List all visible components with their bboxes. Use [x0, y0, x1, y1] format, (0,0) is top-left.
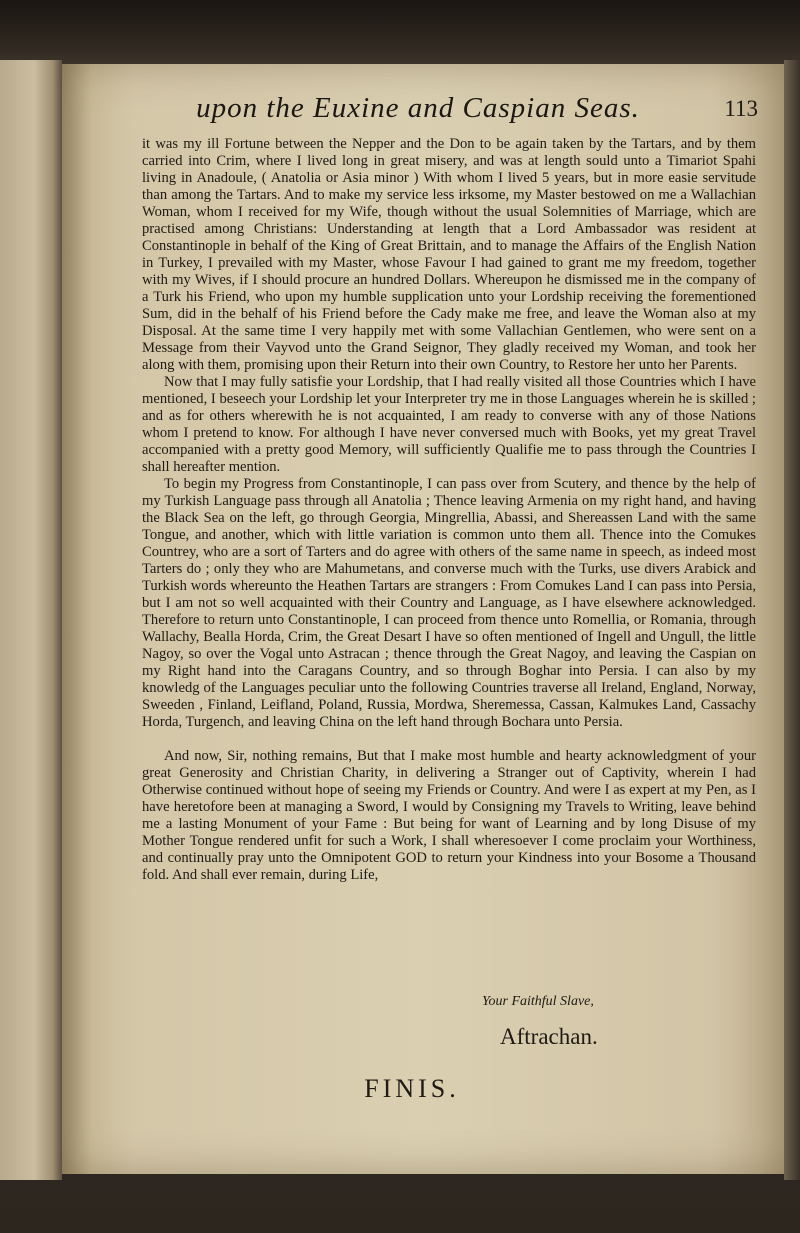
- closing-paragraph: And now, Sir, nothing remains, But that I make most humble and hearty acknowledgment of your great Generosity and Christian Charity, in delivering a Stranger out of Captivity, wherein I had Otherwise continued without hope of seeing my Friends or Country. And were I as expert at my Pen, as I have heretofore been at managing a Sword, I would by Consigning my Travels to Writing, leave behind me a lasting Monument of your Fame : But being for want of Learning and by long Disuse of my Mother Tongue rendered unfit for such a Work, I shall wheresoever I come proclaim your Worthiness, and continually pray unto the Omnipotent GOD to return your Kindness into your Bosome a Thousand fold. And shall ever remain, during Life,: [142, 748, 756, 883]
- body-text: [142, 136, 756, 884]
- facing-page-edge: [0, 60, 62, 1180]
- paragraph-2: Now that I may fully satisfie your Lordship, that I had really visited all those Countries which I have mentioned, I beseech your Lordship let your Interpreter try me in those Languages wherein he is skilled ; and as for others wherewith he is not acquainted, I am ready to converse with any of those Nations whom I pretend to know. For although I have never conversed much with Books, yet my great Travel accompanied with a pretty good Memory, will sufficiently Qualifie me to pass through the Countries I shall hereafter mention.: [142, 374, 756, 475]
- page-header: [158, 92, 758, 132]
- book-page: [62, 64, 784, 1174]
- signature: Aftrachan.: [500, 1024, 598, 1049]
- paragraph-3: To begin my Progress from Constantinople, I can pass over from Scutery, and thence by the help of my Turkish Language pass through all Anatolia ; Thence leaving Armenia on my right hand, and having the Black Sea on the left, go through Georgia, Mingrellia, Abassi, and Shereassen Land with the same Tongue, and another, which with little variation is common unto them all. Thence into the Comukes Countrey, who are a sort of Tarters and do agree with others of the same name in speech, as indeed most Tarters do ; only they who are Mahumetans, and converse much with the Turks, use divers Arabick and Turkish words whereunto the Heathen Tartars are strangers : From Comukes Land I can pass into Persia, but I am not so well acquainted with their Country and Language, as I have elsewhere acknowledged. Therefore to return unto Constantinople, I can proceed from thence unto Romellia, or Romania, through Wallachy, Bealla Horda, Crim, the Great Desart I have so often mentioned of Ingell and Ungull, the little Nagoy, so over the Vogal unto Astracan ; thence through the Great Nagoy, and leaving the Caspian on my Right hand into the Caragans Country, and so through Boghar into Persia. I can also by my knowledg of the Languages peculiar unto the following Countries traverse all Ireland, England, Norway, Sweeden , Finland, Leifland, Poland, Russia, Mordwa, Sheremessa, Cassan, Kalmukes Land, Cassachy Horda, Turgench, and leaving China on the left hand through Bochara unto Persia.: [142, 476, 756, 730]
- page-number: 113: [724, 96, 758, 121]
- sign-off: Your Faithful Slave,: [482, 994, 594, 1009]
- finis-mark: FINIS.: [364, 1074, 460, 1103]
- running-head: upon the Euxine and Caspian Seas.: [196, 92, 640, 124]
- paragraph-1: it was my ill Fortune between the Nepper and the Don to be again taken by the Tartars, and by them carried into Crim, where I lived long in great misery, and was at length sould unto a Timariot Spahi living in Anadoule, ( Anatolia or Asia minor ) With whom I lived 5 years, but in more easie servitude than among the Tartars. And to make my service less irksome, my Master bestowed on me a Wallachian Woman, whom I received for my Wife, though without the usual Solemnities of Marriage, which are practised among Christians: Understanding at length that a Lord Ambassador was resident at Constantinople in behalf of the King of Great Brittain, and to manage the Affairs of the English Nation in Turkey, I prevailed with my Master, whose Favour I had gained to grant me my freedom, together with my Wives, if I should procure an hundred Dollars. Whereupon he dismissed me in the company of a Turk his Friend, who upon my humble supplication unto your Lordship receiving the forementioned Sum, did in the behalf of his Friend before the Cady make me free, and leave the Woman also at my Disposal. At the same time I very happily met with some Vallachian Gentlemen, who were sent on a Message from their Vayvod unto the Grand Seignor, They gladly received my Woman, and took her along with them, promising upon their Return into their own Country, to Restore her unto her Parents.: [142, 136, 756, 373]
- page-right-edge: [784, 60, 800, 1180]
